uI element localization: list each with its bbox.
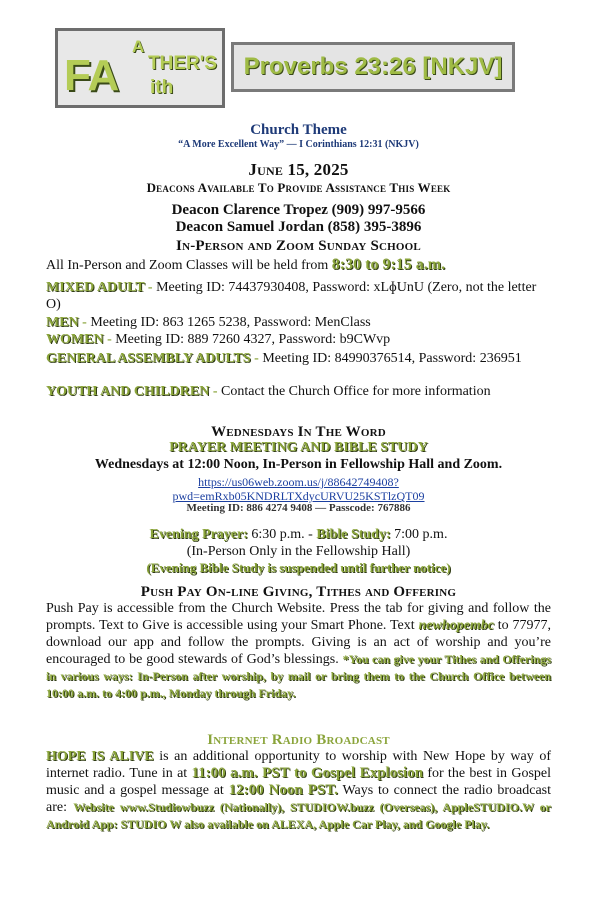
date-heading: June 15, 2025	[248, 160, 349, 179]
wednesday-time: Wednesdays at 12:00 Noon, In-Person in Fellowship Hall and Zoom.	[94, 457, 503, 472]
push-pay-text-2: to 77977, download our app and follow the prompts. Giving is an act of worship and you’re encouraged to be good stewards of God’s blessings.	[46, 618, 552, 667]
class-label: WOMEN	[46, 332, 104, 347]
theme-title: Church Theme	[250, 122, 347, 138]
deacons-heading: Deacons Available To Provide Assistance This Week	[146, 180, 451, 195]
suspended-note: (Evening Bible Study is suspended until further notice)	[146, 560, 451, 575]
class-sep: -	[78, 315, 91, 330]
zoom-link-line-1[interactable]: https://us06web.zoom.us/j/88642749408?	[198, 475, 399, 489]
header-banner	[55, 28, 515, 108]
class-details: Contact the Church Office for more information	[221, 384, 491, 399]
deacon-2: Deacon Samuel Jordan (858) 395-3896	[175, 219, 422, 235]
radio-time-1: 11:00 a.m. PST to Gospel Explosion	[191, 765, 424, 781]
radio-body	[46, 748, 551, 833]
evening-prayer-label: Evening Prayer:	[149, 527, 248, 542]
logo-letters-ith: ith	[150, 77, 174, 98]
zoom-link-line-2[interactable]: pwd=emRxb05KNDRLTXdycURVU25KSTlzQT09	[172, 489, 425, 503]
class-details: Meeting ID: 863 1265 5238, Password: MenClass	[90, 315, 371, 330]
evening-prayer-time: 6:30 p.m. -	[247, 527, 317, 542]
intro-text: All In-Person and Zoom Classes will be held from	[46, 258, 332, 273]
radio-text-3: Ways to connect the radio broadcast are:	[46, 783, 551, 815]
class-mixed-adult	[46, 279, 551, 313]
radio-time-2: 12:00 Noon PST.	[228, 782, 338, 798]
theme-quote: “A More Excellent Way” — I Corinthians 12:31 (NKJV)	[178, 139, 419, 150]
giving-note: *You can give your Tithes and Offerings in various ways: In-Person after worship, by mail or bring them to the Church Office between 10:00 a.m. to 4:00 p.m., Monday through Friday.	[46, 652, 552, 700]
class-sep: -	[250, 351, 263, 366]
class-label: MIXED ADULT	[46, 280, 145, 295]
sunday-school-heading: In-Person and Zoom Sunday School	[176, 238, 421, 254]
radio-ways: Website www.Studiowbuzz (Nationally), STUDIOW.buzz (Overseas), AppleSTUDIO.W or Android App: STUDIO W also available on ALEXA, Apple Car Play, and Google Play.	[46, 800, 551, 831]
class-label: YOUTH AND CHILDREN	[46, 384, 210, 399]
bible-study-time: 7:00 p.m.	[390, 527, 448, 542]
push-pay-heading: Push Pay On-line Giving, Tithes and Offering	[140, 584, 457, 600]
in-person-note: (In-Person Only in the Fellowship Hall)	[186, 544, 411, 559]
bible-study-label: Bible Study:	[316, 527, 391, 542]
logo-letter-a: A	[132, 37, 145, 56]
class-sep: -	[103, 332, 116, 347]
push-pay-text-1: Push Pay is accessible from the Church Website. Press the tab for giving and follow the prompts. Text to Give is accessible using your Smart Phone. Text	[46, 601, 551, 633]
text-keyword: newhopembc	[418, 618, 494, 633]
radio-text-1: is an additional opportunity to worship with New Hope by way of internet radio. Tune in at	[46, 749, 551, 781]
class-details: Meeting ID: 84990376514, Password: 236951	[262, 351, 522, 366]
class-men	[46, 315, 551, 331]
class-details: Meeting ID: 74437930408, Password: xLɸUnU (Zero, not the letter O)	[46, 280, 537, 312]
prayer-meeting-heading: PRAYER MEETING AND BIBLE STUDY	[169, 440, 428, 455]
logo-letters-thers: THER'S	[148, 53, 217, 74]
class-youth	[46, 383, 551, 400]
class-label: GENERAL ASSEMBLY ADULTS	[46, 351, 251, 366]
class-label: MEN	[46, 315, 79, 330]
class-sep: -	[209, 384, 222, 399]
zoom-link[interactable]	[46, 475, 551, 490]
sunday-school-intro	[46, 256, 551, 274]
wednesday-meeting-id: Meeting ID: 886 4274 9408 — Passcode: 767886	[186, 502, 411, 514]
deacon-1: Deacon Clarence Tropez (909) 997-9566	[171, 202, 426, 218]
class-women	[46, 332, 551, 348]
class-general-assembly	[46, 350, 551, 367]
a-fathers-faith-logo	[55, 28, 225, 108]
wednesdays-heading: Wednesdays In The Word	[211, 424, 386, 440]
logo-letters-fa: FA	[64, 51, 119, 100]
verse-reference: Proverbs 23:26 [NKJV]	[231, 42, 515, 92]
hope-is-alive: HOPE IS ALIVE	[46, 749, 154, 764]
class-sep: -	[144, 280, 157, 295]
class-details: Meeting ID: 889 7260 4327, Password: b9CWvp	[115, 332, 391, 347]
radio-heading: Internet Radio Broadcast	[207, 732, 390, 748]
class-time: 8:30 to 9:15 a.m.	[331, 256, 446, 273]
radio-text-2: for the best in Gospel music and a gospel message at	[46, 766, 551, 798]
push-pay-body	[46, 600, 551, 702]
evening-schedule	[46, 527, 551, 543]
